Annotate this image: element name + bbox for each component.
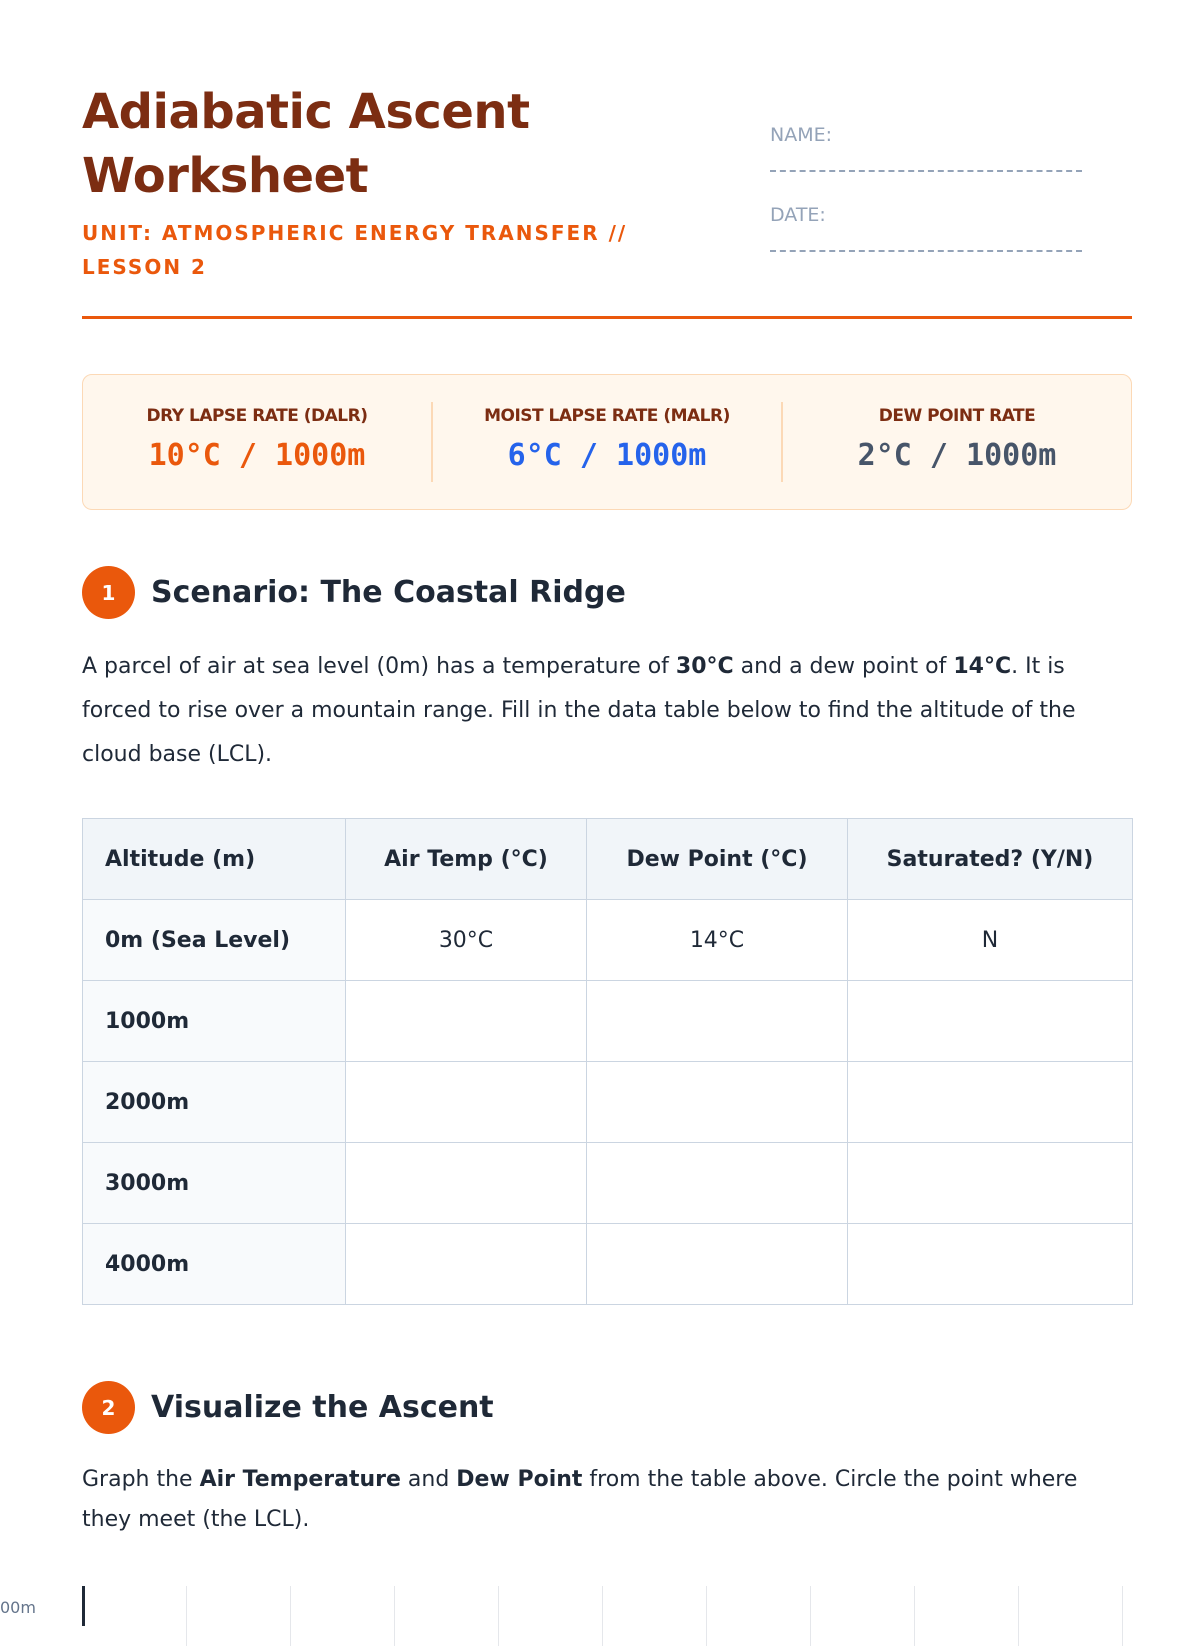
- grid-line: [394, 1586, 395, 1646]
- graph-y-axis: [82, 1586, 85, 1626]
- column-header: Saturated? (Y/N): [848, 819, 1133, 900]
- lapse-rate-panel: [82, 374, 1132, 510]
- text-part: Graph the: [82, 1467, 200, 1492]
- saturated-cell[interactable]: [848, 1224, 1133, 1305]
- text-part: . It is forced to rise over a mountain range. Fill in the data table below to find the altitude of the cloud base (LCL).: [82, 654, 1076, 767]
- rate-dew-point: [781, 402, 1131, 482]
- page-title: Adiabatic Ascent Worksheet: [82, 84, 530, 204]
- section-number-badge: 1: [82, 566, 135, 619]
- dew-point-cell[interactable]: [587, 1143, 848, 1224]
- grid-line: [706, 1586, 707, 1646]
- table-row: [83, 981, 1133, 1062]
- section-number-badge: 2: [82, 1381, 135, 1434]
- altitude-cell: 0m (Sea Level): [83, 900, 346, 981]
- air-temp-cell[interactable]: [346, 1143, 587, 1224]
- text-part: and: [400, 1467, 457, 1492]
- section-2-heading: [82, 1381, 494, 1434]
- header-divider: [82, 316, 1132, 319]
- saturated-cell[interactable]: [848, 1062, 1133, 1143]
- grid-line: [602, 1586, 603, 1646]
- rate-label: DEW POINT RATE: [878, 406, 1036, 426]
- y-axis-tick-label: 00m: [0, 1598, 36, 1617]
- air-temp-cell: 30°C: [346, 900, 587, 981]
- grid-line: [290, 1586, 291, 1646]
- sea-level-dew-point: 14°C: [953, 654, 1012, 679]
- section-title: Visualize the Ascent: [151, 1390, 494, 1425]
- graph-instructions: [82, 1460, 1132, 1540]
- dew-point-cell[interactable]: [587, 1062, 848, 1143]
- scenario-text: [82, 645, 1132, 777]
- student-info: [770, 124, 1132, 284]
- rate-value: 2°C / 1000m: [857, 438, 1057, 473]
- table-row: [83, 1224, 1133, 1305]
- grid-line: [186, 1586, 187, 1646]
- grid-line: [498, 1586, 499, 1646]
- saturated-cell: N: [848, 900, 1133, 981]
- section-title: Scenario: The Coastal Ridge: [151, 575, 626, 610]
- text-part: from the table above. Circle the point where they meet (the LCL).: [82, 1467, 1078, 1532]
- air-temp-cell[interactable]: [346, 1062, 587, 1143]
- worksheet-header: [82, 80, 1132, 320]
- rate-value: 10°C / 1000m: [148, 438, 366, 473]
- table-row: [83, 1143, 1133, 1224]
- section-1-heading: [82, 566, 626, 619]
- saturated-cell[interactable]: [848, 981, 1133, 1062]
- ascent-data-table: [82, 818, 1133, 1305]
- table-row: [83, 900, 1133, 981]
- column-header: Dew Point (°C): [587, 819, 848, 900]
- altitude-cell: 3000m: [83, 1143, 346, 1224]
- grid-line: [914, 1586, 915, 1646]
- altitude-cell: 2000m: [83, 1062, 346, 1143]
- sea-level-temp: 30°C: [675, 654, 734, 679]
- dew-point-cell[interactable]: [587, 1224, 848, 1305]
- air-temperature-term: Air Temperature: [199, 1467, 401, 1492]
- rate-dalr: [83, 402, 431, 482]
- grid-line: [810, 1586, 811, 1646]
- ascent-graph-grid[interactable]: [82, 1586, 1132, 1646]
- name-field[interactable]: [770, 156, 1082, 172]
- text-part: A parcel of air at sea level (0m) has a temperature of: [82, 654, 676, 679]
- dew-point-cell: 14°C: [587, 900, 848, 981]
- altitude-cell: 4000m: [83, 1224, 346, 1305]
- rate-value: 6°C / 1000m: [507, 438, 707, 473]
- grid-line: [1122, 1586, 1123, 1646]
- altitude-cell: 1000m: [83, 981, 346, 1062]
- rate-label: MOIST LAPSE RATE (MALR): [484, 406, 730, 426]
- table-row: [83, 1062, 1133, 1143]
- air-temp-cell[interactable]: [346, 1224, 587, 1305]
- name-label: NAME:: [770, 124, 833, 146]
- date-field[interactable]: [770, 236, 1082, 252]
- unit-subtitle: UNIT: ATMOSPHERIC ENERGY TRANSFER // LESSON 2: [82, 221, 628, 279]
- dew-point-term: Dew Point: [456, 1467, 583, 1492]
- grid-line: [1018, 1586, 1019, 1646]
- rate-malr: [431, 402, 781, 482]
- table-header-row: [83, 819, 1133, 900]
- saturated-cell[interactable]: [848, 1143, 1133, 1224]
- air-temp-cell[interactable]: [346, 981, 587, 1062]
- rate-label: DRY LAPSE RATE (DALR): [146, 406, 368, 426]
- column-header: Air Temp (°C): [346, 819, 587, 900]
- date-label: DATE:: [770, 204, 826, 226]
- dew-point-cell[interactable]: [587, 981, 848, 1062]
- text-part: and a dew point of: [733, 654, 954, 679]
- column-header: Altitude (m): [83, 819, 346, 900]
